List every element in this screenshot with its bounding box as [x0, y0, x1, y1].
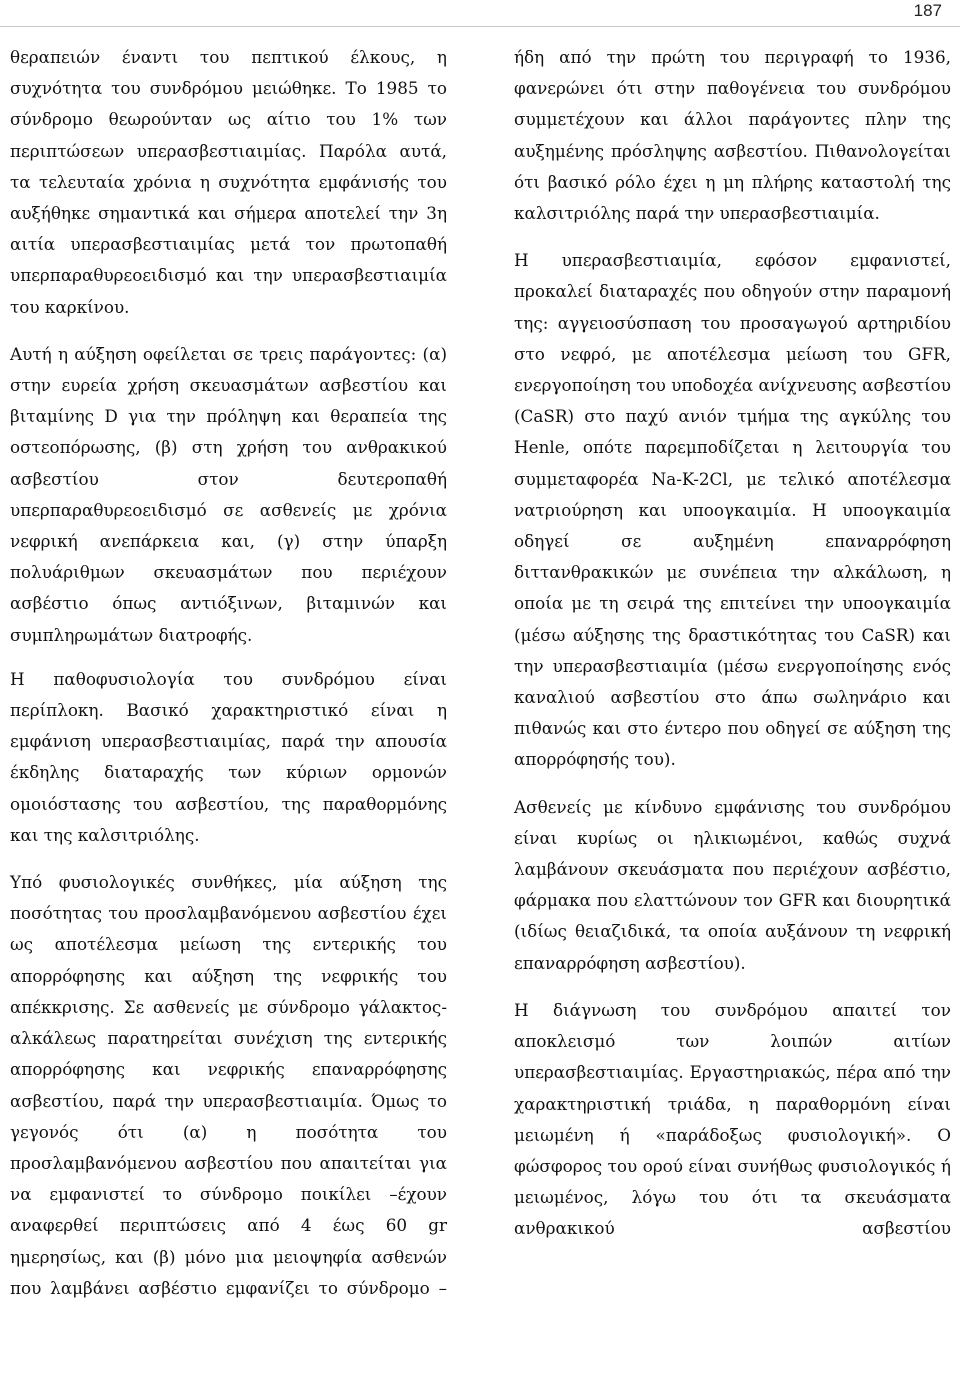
right-paragraph-4: Η διάγνωση του συνδρόμου απαιτεί τον αποκλεισμό των λοιπών αιτίων υπερασβεστιαιμίας. Εργαστηριακώς, πέρα από την χαρακτηριστική τριάδα, η παραθορμόνη είναι μειωμένη ή «παράδοξως φυσιολογική». Ο φώσφορος του ορού είναι συνήθως φυσιολογικός ή μειωμένος, λόγω του ότι τα σκευάσματα ανθρακικού ασβεστίου	[514, 999, 951, 1239]
right-paragraph-1: ήδη από την πρώτη του περιγραφή το 1936, φανερώνει ότι στην παθογένεια του συνδρόμου συμμετέχουν και άλλοι παράγοντες πλην της αυξημένης πρόσληψης ασβεστίου. Πιθανολογείται ότι βασικό ρόλο έχει η μη πλήρης καταστολή της καλσιτριόλης παρά την υπερασβεστιαιμία.	[514, 47, 951, 224]
right-column	[514, 42, 951, 1245]
left-paragraph-4: Υπό φυσιολογικές συνθήκες, μία αύξηση της ποσότητας του προσλαμβανόμενου ασβεστίου έχει ως αποτέλεσμα μείωση της εντερικής του απορρόφησης και αύξηση της νεφρικής του απέκκρισης. Σε ασθενείς με σύνδρομο γάλακτος-αλκάλεως παρατηρείται συνέχιση της εντερικής απορρόφησης και νεφρικής επαναρρόφησης ασβεστίου, παρά την υπερασβεστιαιμία. Όμως το γεγονός ότι (α) η ποσότητα του προσλαμβανόμενου ασβεστίου που απαιτείται για να εμφανιστεί το σύνδρομο ποικίλει –έχουν αναφερθεί περιπτώσεις από 4 έως 60 gr ημερησίως, και (β) μόνο μια μειοψηφία ασθενών που λαμβάνει ασβέστιο εμφανίζει το σύνδρομο –	[10, 872, 447, 1298]
left-paragraph-1: θεραπειών έναντι του πεπτικού έλκους, η συχνότητα του συνδρόμου μειώθηκε. Το 1985 το σύνδρομο θεωρούνταν ως αίτιο του 1% των περιπτώσεων υπερασβεστιαιμίας. Παρόλα αυτά, τα τελευταία χρόνια η συχνότητα εμφάνισής του αυξήθηκε σημαντικά και σήμερα αποτελεί την 3η αιτία υπερασβεστιαιμίας μετά τον πρωτοπαθή υπερπαραθυρεοειδισμό και την υπερασβεστιαιμία του καρκίνου.	[10, 47, 447, 317]
left-paragraph-3: Η παθοφυσιολογία του συνδρόμου είναι περίπλοκη. Βασικό χαρακτηριστικό είναι η εμφάνιση υπερασβεστιαιμίας, παρά την απουσία έκδηλης διαταραχής των κύριων ορμονών ομοιόστασης του ασβεστίου, της παραθορμόνης και της καλσιτριόλης.	[10, 668, 447, 845]
right-paragraph-2: Η υπερασβεστιαιμία, εφόσον εμφανιστεί, προκαλεί διαταραχές που οδηγούν στην παραμονή της: αγγειοσύσπαση του προσαγωγού αρτηριδίου στο νεφρό, με αποτέλεσμα μείωση του GFR, ενεργοποίηση του υποδοχέα ανίχνευσης ασβεστίου (CaSR) στο παχύ ανιόν τμήμα της αγκύλης του Henle, οπότε παρεμποδίζεται η λειτουργία του συμμεταφορέα Na-K-2Cl, με τελικό αποτέλεσμα νατριούρηση και υποογκαιμία. Η υποογκαιμία οδηγεί σε αυξημένη επαναρρόφηση διττανθρακικών με συνέπεια την αλκάλωση, η οποία με τη σειρά της επιτείνει την υποογκαιμία (μέσω αύξησης της δραστικότητας του CaSR) και την υπερασβεστιαιμία (μέσω ενεργοποίησης ενός καναλιού ασβεστίου στο άπω σωληνάριο και πιθανώς και στο έντερο που οδηγεί σε αύξηση της απορρόφησής του).	[514, 250, 951, 770]
right-paragraph-3: Ασθενείς με κίνδυνο εμφάνισης του συνδρόμου είναι κυρίως οι ηλικιωμένοι, καθώς συχνά λαμβάνουν σκευάσματα που περιέχουν ασβέστιο, φάρμακα που ελαττώνουν τον GFR και διουρητικά (ιδίως θειαζιδικά, τα οποία αυξάνουν τη νεφρική επαναρρόφηση ασβεστίου).	[514, 796, 951, 973]
header-rule	[0, 26, 960, 27]
left-column	[10, 42, 447, 1304]
left-paragraph-2: Αυτή η αύξηση οφείλεται σε τρεις παράγοντες: (α) στην ευρεία χρήση σκευασμάτων ασβεστίου και βιταμίνης D για την πρόληψη και θεραπεία της οστεοπόρωσης, (β) στη χρήση του ανθρακικού ασβεστίου στον δευτεροπαθή υπερπαραθυρεοειδισμό σε ασθενείς με χρόνια νεφρική ανεπάρκεια και, (γ) στην ύπαρξη πολυάριθμων σκευασμάτων που περιέχουν ασβέστιο όπως αντιόξινων, βιταμινών και συμπληρωμάτων διατροφής.	[10, 343, 447, 645]
page-number: 187	[913, 1, 942, 20]
